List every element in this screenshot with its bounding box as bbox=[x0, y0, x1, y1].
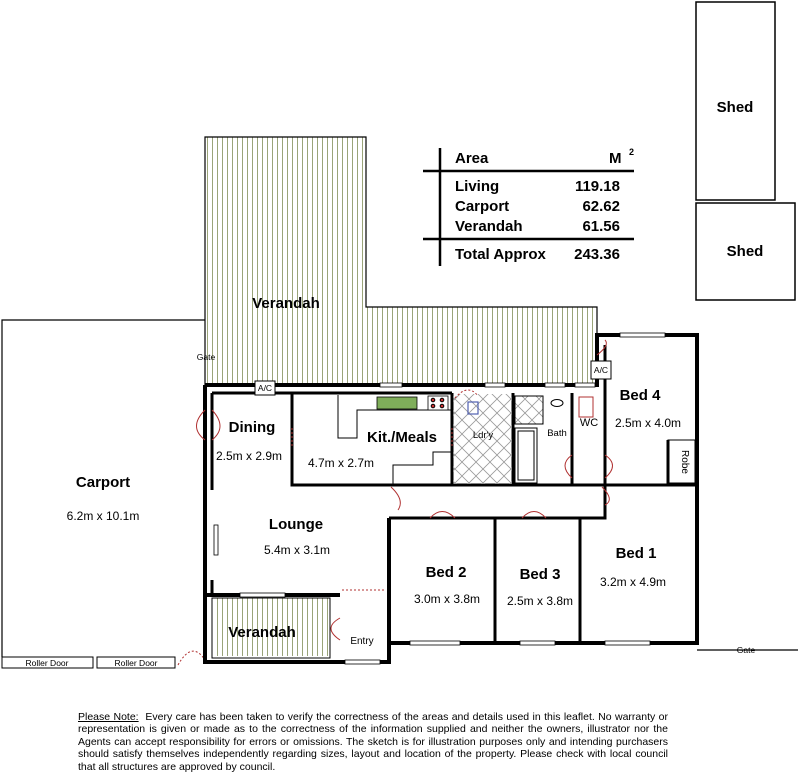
area-header-unit-sup: 2 bbox=[629, 147, 635, 157]
lounge-label: Lounge bbox=[268, 516, 324, 533]
laundry-label: Ldr'y bbox=[472, 430, 494, 441]
robe-label: Robe bbox=[679, 450, 690, 474]
entry-label: Entry bbox=[350, 636, 374, 647]
shed-bottom bbox=[696, 203, 795, 300]
bed4-label: Bed 4 bbox=[619, 387, 661, 404]
kitchen-label: Kit./Meals bbox=[366, 429, 438, 446]
bath-fixtures bbox=[515, 396, 593, 483]
shed-top-label: Shed bbox=[716, 99, 754, 116]
ac-left bbox=[255, 381, 275, 395]
area-row-0-value: 119.18 bbox=[574, 178, 620, 195]
disclaimer-heading: Please Note: bbox=[78, 711, 139, 723]
roller-doors bbox=[2, 651, 205, 668]
area-total-label: Total Approx bbox=[455, 246, 546, 263]
dining-label: Dining bbox=[228, 419, 276, 436]
ac-right-label: A/C bbox=[593, 365, 609, 375]
carport bbox=[2, 320, 205, 657]
area-total-value: 243.36 bbox=[574, 246, 620, 263]
carport-label: Carport bbox=[75, 474, 131, 491]
gate-left-label: Gate bbox=[196, 352, 216, 362]
area-row-2-label: Verandah bbox=[455, 218, 523, 235]
shed-top bbox=[696, 2, 775, 200]
bed3-size: 2.5m x 3.8m bbox=[506, 594, 574, 608]
area-row-1-label: Carport bbox=[455, 198, 510, 215]
area-header-unit: M bbox=[609, 150, 622, 167]
ac-left-label: A/C bbox=[257, 383, 273, 393]
roller-door-1-label: Roller Door bbox=[25, 658, 69, 668]
verandah-front bbox=[212, 598, 330, 658]
shed-bottom-label: Shed bbox=[726, 243, 764, 260]
area-row-2-value: 61.56 bbox=[582, 218, 620, 235]
verandah-top-label: Verandah bbox=[252, 295, 320, 312]
kitchen-size: 4.7m x 2.7m bbox=[307, 456, 375, 470]
bed2-label: Bed 2 bbox=[425, 564, 467, 581]
disclaimer-text: Every care has been taken to verify the correctness of the areas and details used in this leaflet. No warranty or representation is given or made as to the correctness of the information supplied and neither the owners, illustrator nor the Agents can accept responsibility for errors or omissions. The sketch is for illustration purposes only and intending purchasers should satisfy themselves independently regarding sizes, layout and location of the property. Please check with local council that all structures are approved by council. bbox=[78, 711, 668, 773]
bed3-label: Bed 3 bbox=[519, 566, 561, 583]
carport-size: 6.2m x 10.1m bbox=[66, 509, 140, 523]
bed4-size: 2.5m x 4.0m bbox=[614, 416, 682, 430]
verandah-front-label: Verandah bbox=[228, 624, 296, 641]
bed2-size: 3.0m x 3.8m bbox=[413, 592, 481, 606]
ac-right bbox=[591, 361, 611, 379]
bath-label: Bath bbox=[547, 428, 567, 439]
bed1-label: Bed 1 bbox=[615, 545, 657, 562]
area-table bbox=[423, 147, 634, 266]
area-row-0-label: Living bbox=[455, 178, 500, 195]
area-row-1-value: 62.62 bbox=[582, 198, 620, 215]
area-header-label: Area bbox=[455, 150, 489, 167]
roller-door-2-label: Roller Door bbox=[114, 658, 158, 668]
dining-size: 2.5m x 2.9m bbox=[215, 449, 283, 463]
lounge-size: 5.4m x 3.1m bbox=[263, 543, 331, 557]
disclaimer-note bbox=[78, 711, 668, 773]
gate-right-label: Gate bbox=[736, 645, 756, 655]
wc-label: WC bbox=[579, 417, 599, 429]
bed1-size: 3.2m x 4.9m bbox=[599, 575, 667, 589]
